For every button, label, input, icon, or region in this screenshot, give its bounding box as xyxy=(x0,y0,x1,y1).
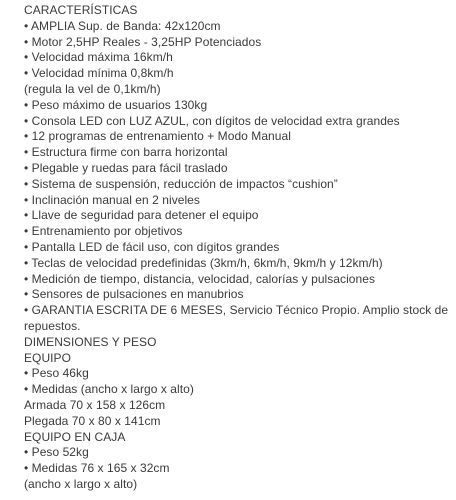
box-measures: • Medidas 76 x 165 x 32cm xyxy=(24,461,170,476)
feature-item-safety-key: • Llave de seguridad para detener el equipo xyxy=(24,208,259,223)
feature-item-structure: • Estructura firme con barra horizontal xyxy=(24,145,228,160)
feature-item-pulse-sensors: • Sensores de pulsaciones en manubrios xyxy=(24,287,244,302)
equipment-assembled-size: Armada 70 x 158 x 126cm xyxy=(24,397,166,412)
feature-item-suspension: • Sistema de suspensión, reducción de impactos “cushion” xyxy=(24,176,338,191)
subheading-equipo: EQUIPO xyxy=(24,350,71,365)
feature-item-speed-keys: • Teclas de velocidad predefinidas (3km/h, 6km/h, 9km/h y 12km/h) xyxy=(24,255,383,270)
feature-item-incline: • Inclinación manual en 2 niveles xyxy=(24,192,200,207)
subheading-equipo-en-caja: EQUIPO EN CAJA xyxy=(24,429,126,444)
feature-item-console: • Consola LED con LUZ AZUL, con dígitos de velocidad extra grandes xyxy=(24,113,400,128)
equipment-weight: • Peso 46kg xyxy=(24,366,89,381)
box-measures-note: (ancho x largo x alto) xyxy=(24,476,138,491)
section-heading-caracteristicas: CARACTERÍSTICAS xyxy=(24,3,138,17)
feature-item-warranty: • GARANTIA ESCRITA DE 6 MESES, Servicio Técnico Propio. Amplio stock de repuestos. xyxy=(24,303,452,333)
feature-item-led-display: • Pantalla LED de fácil uso, con dígitos grandes xyxy=(24,239,280,254)
feature-item-band-size: • AMPLIA Sup. de Banda: 42x120cm xyxy=(24,18,221,33)
feature-item-foldable: • Plegable y ruedas para fácil traslado xyxy=(24,160,228,175)
feature-item-min-speed: • Velocidad mínima 0,8km/h xyxy=(24,66,174,81)
feature-item-goal-training: • Entrenamiento por objetivos xyxy=(24,224,183,239)
equipment-folded-size: Plegada 70 x 80 x 141cm xyxy=(24,413,161,428)
section-heading-dimensions: DIMENSIONES Y PESO xyxy=(24,334,157,349)
feature-item-max-user-weight: • Peso máximo de usuarios 130kg xyxy=(24,97,208,112)
feature-item-measurements: • Medición de tiempo, distancia, velocidad, calorías y pulsaciones xyxy=(24,271,376,286)
feature-item-max-speed: • Velocidad máxima 16km/h xyxy=(24,50,173,65)
box-weight: • Peso 52kg xyxy=(24,445,89,460)
equipment-measures-label: • Medidas (ancho x largo x alto) xyxy=(24,382,194,397)
feature-note-speed-step: (regula la vel de 0,1km/h) xyxy=(24,81,161,96)
feature-item-programs: • 12 programas de entrenamiento + Modo Manual xyxy=(24,129,291,144)
feature-item-motor: • Motor 2,5HP Reales - 3,25HP Potenciados xyxy=(24,34,262,49)
